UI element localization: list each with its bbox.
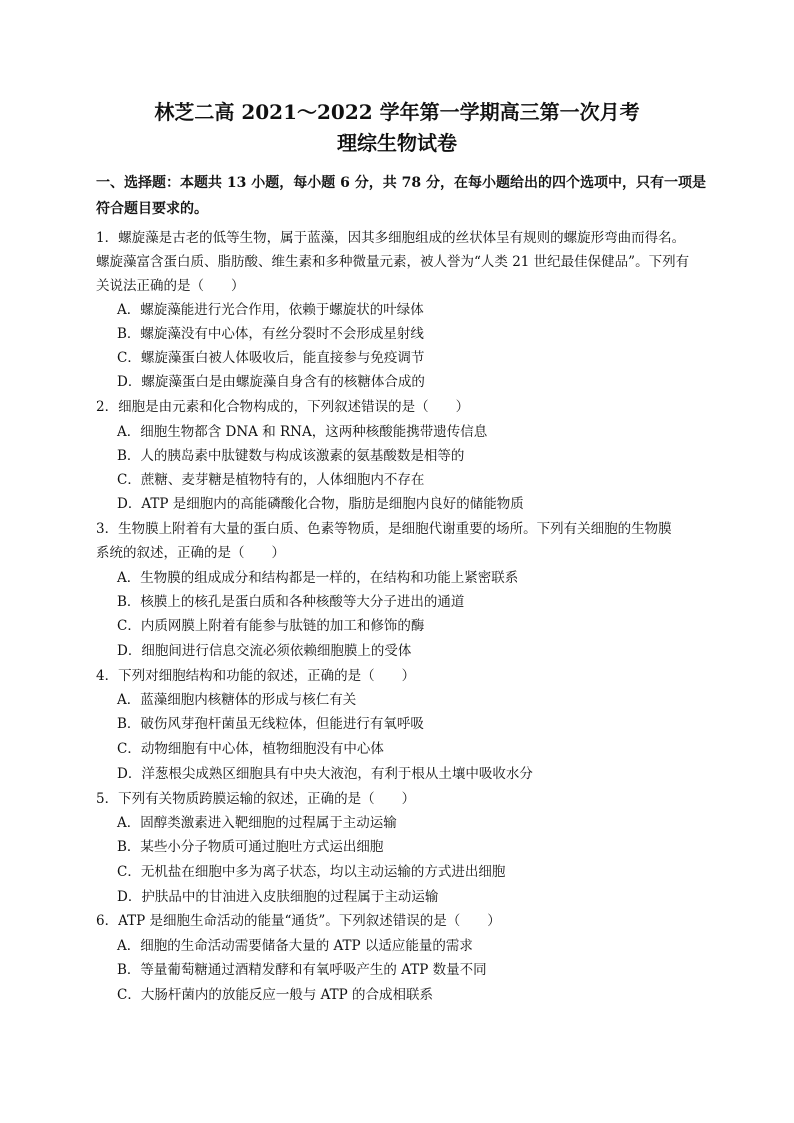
option-b: B．等量葡萄糖通过酒精发酵和有氧呼吸产生的 ATP 数量不同: [117, 962, 487, 978]
option-a: A．细胞生物都含 DNA 和 RNA，这两种核酸能携带遗传信息: [117, 424, 488, 440]
question-stem-line: 螺旋藻富含蛋白质、脂肪酸、维生素和多种微量元素，被人誉为“人类 21 世纪最佳保健品”。下列有: [96, 254, 690, 270]
option-c: C．无机盐在细胞中多为离子状态，均以主动运输的方式进出细胞: [117, 864, 506, 880]
option-d: D．细胞间进行信息交流必须依赖细胞膜上的受体: [117, 643, 412, 659]
option-c: C．大肠杆菌内的放能反应一般与 ATP 的合成相联系: [117, 987, 434, 1003]
question-stem-line: 2．细胞是由元素和化合物构成的，下列叙述错误的是（ ）: [96, 399, 470, 415]
option-b: B．螺旋藻没有中心体，有丝分裂时不会形成星射线: [117, 326, 424, 342]
question-2: [96, 395, 708, 419]
option-c: C．蔗糖、麦芽糖是植物特有的，人体细胞内不存在: [117, 472, 425, 488]
question-4: [96, 664, 708, 688]
option-b: B．核膜上的核孔是蛋白质和各种核酸等大分子进出的通道: [117, 594, 465, 610]
option-c: C．动物细胞有中心体，植物细胞没有中心体: [117, 741, 384, 757]
question-1: [96, 226, 708, 298]
question-stem-line: 3．生物膜上附着有大量的蛋白质、色素等物质，是细胞代谢重要的场所。下列有关细胞的生物膜: [96, 521, 672, 537]
option-d: D．ATP 是细胞内的高能磷酸化合物，脂肪是细胞内良好的储能物质: [117, 496, 524, 512]
exam-subtitle: 理综生物试卷: [337, 131, 457, 155]
option-a: A．细胞的生命活动需要储备大量的 ATP 以适应能量的需求: [117, 938, 473, 954]
section-heading: 一、选择题：本题共 13 小题，每小题 6 分，共 78 分，在每小题给出的四个选项中，只有一项是符合题目要求的。: [96, 175, 706, 217]
option-a: A．生物膜的组成成分和结构都是一样的，在结构和功能上紧密联系: [117, 570, 519, 586]
question-3: [96, 517, 708, 565]
question-stem-line: 系统的叙述，正确的是（ ）: [96, 545, 285, 561]
option-b: B．破伤风芽孢杆菌虽无线粒体，但能进行有氧呼吸: [117, 716, 424, 732]
question-6: [96, 909, 708, 933]
option-c: C．内质网膜上附着有能参与肽链的加工和修饰的酶: [117, 618, 425, 634]
question-stem-line: 6．ATP 是细胞生命活动的能量“通货”。下列叙述错误的是（ ）: [96, 913, 501, 929]
option-b: B．某些小分子物质可通过胞吐方式运出细胞: [117, 839, 384, 855]
question-stem-line: 关说法正确的是（ ）: [96, 278, 245, 294]
option-a: A．螺旋藻能进行光合作用，依赖于螺旋状的叶绿体: [117, 302, 424, 318]
question-stem-line: 5．下列有关物质跨膜运输的叙述，正确的是（ ）: [96, 791, 416, 807]
question-stem-line: 4．下列对细胞结构和功能的叙述，正确的是（ ）: [96, 668, 416, 684]
option-b: B．人的胰岛素中肽键数与构成该激素的氨基酸数是相等的: [117, 448, 465, 464]
option-a: A．固醇类激素进入靶细胞的过程属于主动运输: [117, 815, 397, 831]
exam-title: 林芝二高 2021～2022 学年第一学期高三第一次月考: [154, 100, 640, 124]
option-c: C．螺旋藻蛋白被人体吸收后，能直接参与免疫调节: [117, 350, 425, 366]
question-stem-line: 1．螺旋藻是古老的低等生物，属于蓝藻，因其多细胞组成的丝状体呈有规则的螺旋形弯曲而得名。: [96, 230, 686, 246]
option-d: D．洋葱根尖成熟区细胞具有中央大液泡，有利于根从土壤中吸收水分: [117, 766, 533, 782]
question-5: [96, 787, 708, 811]
option-d: D．护肤品中的甘油进入皮肤细胞的过程属于主动运输: [117, 889, 439, 905]
option-d: D．螺旋藻蛋白是由螺旋藻自身含有的核糖体合成的: [117, 374, 425, 390]
option-a: A．蓝藻细胞内核糖体的形成与核仁有关: [117, 692, 357, 708]
